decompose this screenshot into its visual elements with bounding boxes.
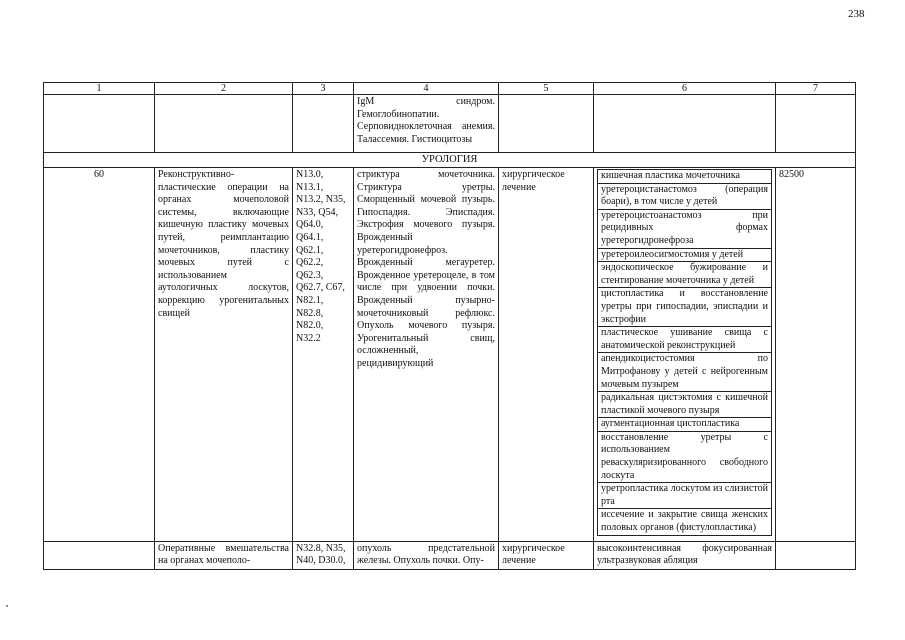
section-title: УРОЛОГИЯ	[44, 153, 856, 168]
diagnosis-cell: опухоль предстательной железы. Опухоль почки. Опу-	[354, 541, 499, 569]
column-header: 2	[155, 83, 293, 95]
treatment-type: хирургическое лечение	[499, 541, 594, 569]
operation-name: Реконструктивно-пластические операции на органах мочеполовой системы, включающие кишечную пластику мочевых путей, реимплантацию мочеточников, пластику мочевых путей с использованием аутологичных лоскутов, коррекцию урогенитальных свищей	[155, 168, 293, 542]
method-item: эндоскопическое бужирование и стентирование мочеточника у детей	[597, 262, 772, 288]
empty-cell	[44, 95, 155, 153]
cost-cell: 82500	[776, 168, 856, 542]
column-number-row	[44, 83, 856, 95]
row-number: 60	[44, 168, 155, 542]
empty-cell	[776, 95, 856, 153]
empty-cell	[776, 541, 856, 569]
operation-name: Оперативные вмешательства на органах мочеполо-	[155, 541, 293, 569]
continuation-row	[44, 95, 856, 153]
column-header: 1	[44, 83, 155, 95]
method-item: радикальная цистэктомия с кишечной пластикой мочевого пузыря	[597, 392, 772, 418]
column-header: 4	[354, 83, 499, 95]
method-item: кишечная пластика мочеточника	[597, 169, 772, 184]
cell-padding	[597, 536, 772, 540]
empty-cell	[155, 95, 293, 153]
method-item: цистопластика и восстановление уретры при гипоспадии, эписпадии и экстрофии	[597, 288, 772, 327]
table-row	[44, 541, 856, 569]
method-item: восстановление уретры с использованием реваскуляризированного свободного лоскута	[597, 432, 772, 483]
method-item: уретероилеосигмостомия у детей	[597, 249, 772, 263]
section-row	[44, 153, 856, 168]
method-item: пластическое ушивание свища с анатомической реконструкцией	[597, 327, 772, 353]
method-item: уретероцистоанастомоз при рецидивных формах уретерогидронефроза	[597, 210, 772, 249]
column-header: 6	[594, 83, 776, 95]
empty-cell	[293, 95, 354, 153]
icd-codes: N13.0, N13.1, N13.2, N35, N33, Q54, Q64.0, Q64.1, Q62.1, Q62.2, Q62.3, Q62.7, C67, N82.1, N82.8, N82.0, N32.2	[293, 168, 354, 542]
treatment-type: хирургическое лечение	[499, 168, 594, 542]
empty-cell	[44, 541, 155, 569]
page-number: 238	[848, 8, 865, 20]
empty-cell	[594, 95, 776, 153]
icd-codes: N32.8, N35, N40, D30.0,	[293, 541, 354, 569]
diagnosis-cell: IgM синдром. Гемоглобинопатии. Серповидноклеточная анемия. Талассемия. Гистиоцитозы	[354, 95, 499, 153]
method-item: апендикоцистостомия по Митрофанову у детей с нейрогенным мочевым пузырем	[597, 353, 772, 392]
method-item: уретропластика лоскутом из слизистой рта	[597, 483, 772, 509]
table-row	[44, 168, 856, 542]
medical-care-table	[43, 82, 856, 570]
method-item: аугментационная цистопластика	[597, 418, 772, 432]
method-item: уретероцистанастомоз (операция боари), в том числе у детей	[597, 184, 772, 210]
column-header: 5	[499, 83, 594, 95]
column-header: 3	[293, 83, 354, 95]
method-item: иссечение и закрытие свища женских половых органов (фистулопластика)	[597, 509, 772, 535]
methods-cell	[594, 168, 776, 542]
column-header: 7	[776, 83, 856, 95]
diagnosis-cell: стриктура мочеточника. Стриктура уретры. Сморщенный мочевой пузырь. Гипоспадия. Эписпадия. Экстрофия мочевого пузыря. Врожденный уретерогидронефроз. Врожденный мегауретер. Врожденное уретероцеле, в том числе при удвоении почки. Врожденный пузырно-мочеточниковый рефлюкс. Опухоль мочевого пузыря. Урогенитальный свищ, осложненный, рецидивирующий	[354, 168, 499, 542]
method-item: высокоинтенсивная фокусированная ультразвуковая абляция	[594, 541, 776, 569]
scan-speck	[6, 605, 8, 607]
empty-cell	[499, 95, 594, 153]
